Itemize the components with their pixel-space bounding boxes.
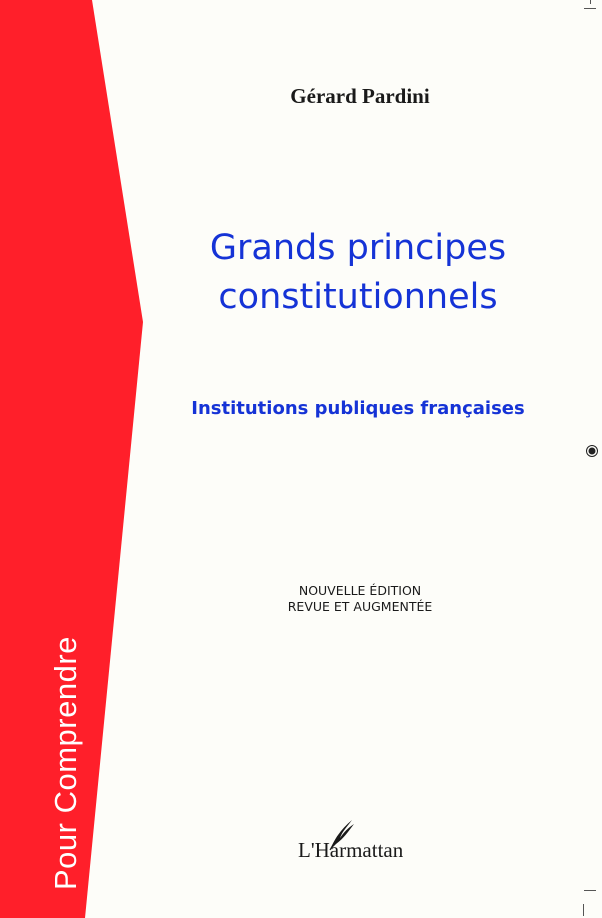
crop-mark	[584, 8, 596, 9]
edition-note	[180, 583, 540, 615]
publisher-name: L'Harmattan	[298, 838, 404, 862]
author-name: Gérard Pardini	[290, 84, 430, 108]
title-line-1: Grands principes	[209, 228, 507, 268]
crop-mark	[584, 890, 596, 891]
book-title	[150, 224, 566, 322]
book-subtitle: Institutions publiques françaises	[191, 398, 525, 419]
crop-mark	[583, 904, 584, 916]
series-label: Pour Comprendre	[48, 636, 83, 890]
edition-line-1: NOUVELLE ÉDITION	[298, 583, 422, 598]
crop-mark	[590, 0, 591, 4]
publisher-logo	[294, 818, 444, 866]
edition-line-2: REVUE ET AUGMENTÉE	[287, 599, 433, 614]
registration-mark-icon	[585, 444, 599, 458]
title-line-2: constitutionnels	[218, 277, 498, 317]
